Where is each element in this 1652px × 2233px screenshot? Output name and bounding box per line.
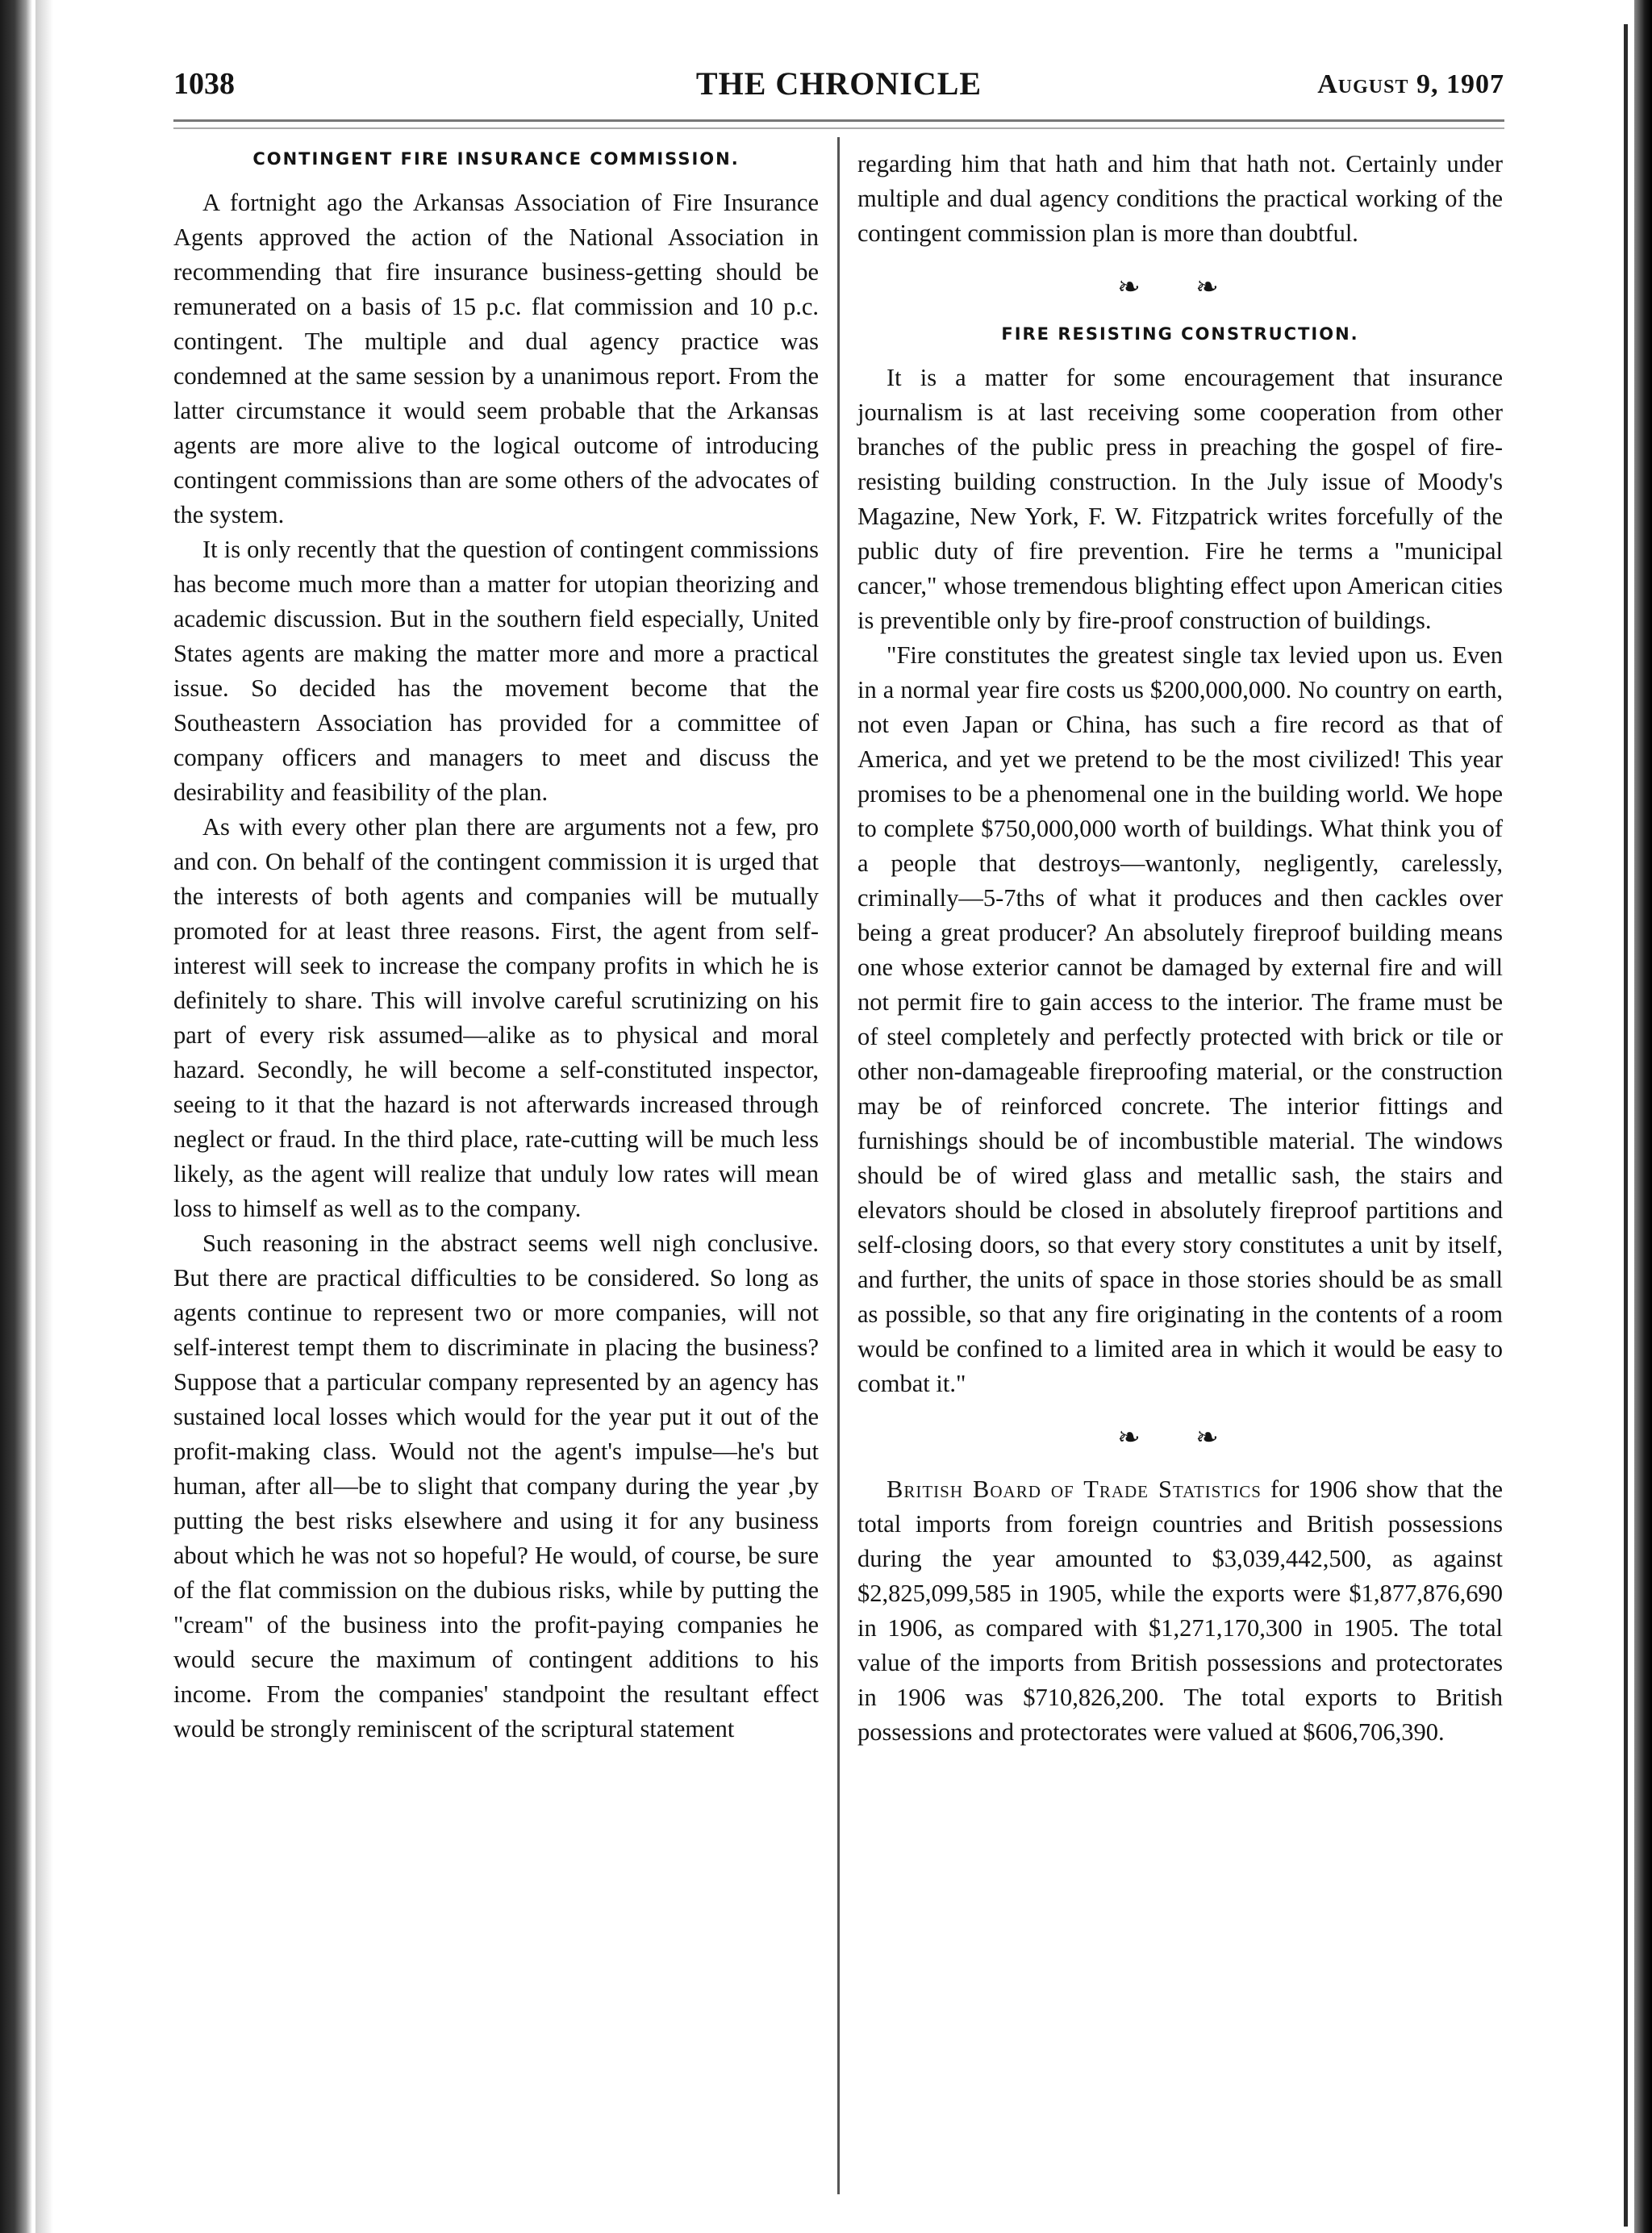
- issue-date: August 9, 1907: [1317, 69, 1504, 99]
- article-paragraph: It is only recently that the question of contingent commissions has become much more than a matter for utopian theorizing and academic discussion. But in the southern field especially, United States agents are making the matter more and more a practical issue. So decided has the movement become that the Southeastern Association has provided for a committee of company officers and managers to meet and discuss the desirability and feasibility of the plan.: [173, 536, 819, 806]
- article-paragraph: It is a matter for some encouragement that insurance journalism is at last receiving some cooperation from other branches of the public press in preaching the gospel of fire-resisting building construction. In the July issue of Moody's Magazine, New York, F. W. Fitzpatrick writes forcefully of the public duty of fire prevention. Fire he terms a "municipal cancer," whose tremendous blighting effect upon American cities is preventible only by fire-proof construction of buildings.: [857, 364, 1503, 634]
- section-ornament: ❧ ❧: [1117, 273, 1243, 303]
- scan-right-rule: [1624, 24, 1628, 2227]
- publication-title: THE CHRONICLE: [695, 65, 982, 102]
- article-paragraph: Such reasoning in the abstract seems well nigh conclusive. But there are practical difficulties to be considered. So long as agents continue to represent two or more companies, will not self-interest tempt them to discriminate in placing the business? Suppose that a particular company represented by an agency has sustained local losses which would for the year put it out of the profit-making class. Would not the agent's impulse—he's but human, after all—be to slight that company during the year ,by putting the best risks elsewhere and using it for any business about which he was not so hopeful? He would, of course, be sure of the flat commission on the dubious risks, while by putting the "cream" of the business into the profit-paying companies he would secure the maximum of contingent additions to his income. From the companies' standpoint the resultant effect would be strongly reminiscent of the scriptural statement: [173, 1229, 819, 1743]
- article-heading-fire-resisting: FIRE RESISTING CONSTRUCTION.: [1001, 324, 1359, 344]
- right-column: [857, 147, 1503, 1750]
- newspaper-page: [173, 56, 1504, 2202]
- section-ornament: ❧ ❧: [1117, 1423, 1243, 1453]
- scan-binding-fade: [35, 0, 53, 2233]
- scan-right-edge: [1634, 0, 1652, 2233]
- article-lead-in: British Board of Trade Statistics: [886, 1475, 1262, 1503]
- article-body: for 1906 show that the total imports from foreign countries and British possessions during the year amounted to $3,039,442,500, as against $2,825,099,585 in 1905, while the exports were $1,877,876,690 in 1906, as compared with $1,271,170,300 in 1905. The total value of the imports from British possessions and protectorates in 1906 was $710,826,200. The total exports to British possessions and protectorates were valued at $606,706,390.: [857, 1475, 1503, 1746]
- article-paragraph: A fortnight ago the Arkansas Association of Fire Insurance Agents approved the action of the National Association in recommending that fire insurance business-getting should be remunerated on a basis of 15 p.c. flat commission and 10 p.c. contingent. The multiple and dual agency practice was condemned at the same session by a unanimous report. From the latter circumstance it would seem probable that the Arkansas agents are more alive to the logical outcome of introducing contingent commissions than are some others of the advocates of the system.: [173, 189, 819, 528]
- article-paragraph: "Fire constitutes the greatest single tax levied upon us. Even in a normal year fire costs us $200,000,000. No country on earth, not even Japan or China, has such a fire record as that of America, and yet we pretend to be the most civilized! This year promises to be a phenomenal one in the building world. We hope to complete $750,000,000 worth of buildings. What think you of a people that destroys—wantonly, negligently, carelessly, criminally—5-7ths of what it produces and then cackles over being a great producer? An absolutely fireproof building means one whose exterior cannot be damaged by external fire and will not permit fire to gain access to the interior. The frame must be of steel completely and perfectly protected with brick or tile or other non-damageable fireproofing material, or the construction may be of reinforced concrete. The interior fittings and furnishings should be of incombustible material. The windows should be of wired glass and metallic sash, the stairs and elevators should be closed in absolutely fireproof partitions and self-closing doors, so that every story constitutes a unit by itself, and further, the units of space in those stories should be as small as possible, so that any fire originating in the contents of a room would be confined to a limited area in which it would be easy to combat it.": [857, 641, 1503, 1397]
- column-divider: [837, 137, 840, 2194]
- article-heading-contingent-commission: CONTINGENT FIRE INSURANCE COMMISSION.: [252, 149, 740, 169]
- masthead-rule: [173, 119, 1504, 122]
- article-paragraph-trade-statistics: [857, 1472, 1503, 1750]
- left-column: [173, 147, 819, 1747]
- page-number: 1038: [173, 67, 235, 101]
- article-continuation: regarding him that hath and him that hath not. Certainly under multiple and dual agency conditions the practical working of the contingent commission plan is more than doubtful.: [857, 150, 1503, 247]
- masthead: [173, 56, 1504, 113]
- scan-binding-shadow: [0, 0, 32, 2233]
- article-paragraph: As with every other plan there are arguments not a few, pro and con. On behalf of the contingent commission it is urged that the interests of both agents and companies will be mutually promoted for at least three reasons. First, the agent from self-interest will seek to increase the company profits in which he is definitely to share. This will involve careful scrutinizing on his part of every risk assumed—alike as to physical and moral hazard. Secondly, he will become a self-constituted inspector, seeing to it that the hazard is not afterwards increased through neglect or fraud. In the third place, rate-cutting will be much less likely, as the agent will realize that unduly low rates will mean loss to himself as well as to the company.: [173, 813, 819, 1222]
- masthead-rule-secondary: [173, 127, 1504, 129]
